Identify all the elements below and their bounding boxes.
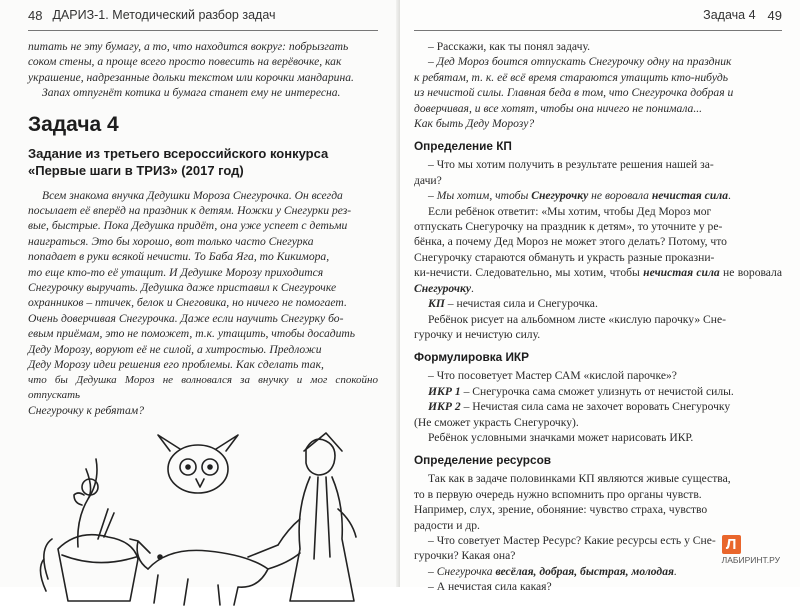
intro-line: соком стены, а проще всего просто повесить на верёвочке, как [28, 55, 342, 69]
intro-line: украшение, надрезанные дольки текстом или корочки мандарина. [28, 70, 354, 84]
header-rule-right [414, 30, 782, 31]
kp-heading: Определение КП [414, 139, 512, 154]
dialog-line: из нечистой силы. Главная беда в том, что Снегурочка добрая и [414, 86, 734, 100]
kp-line: Если ребёнок ответит: «Мы хотим, чтобы Дед Мороз мог [428, 204, 712, 218]
story-line: посылает её вперёд на праздник к детям. Ножки у Снегурки рез- [28, 204, 352, 218]
page-number-left: 48 [28, 7, 43, 23]
story-line: Снегурочку выручать. Дедушка даже приставил к Снегурочке [28, 281, 337, 295]
running-head-left: ДАРИЗ-1. Методический разбор задач [52, 8, 276, 22]
dialog-line: доверчивая, и все хотят, чтобы она ничего не понимала... [414, 101, 703, 115]
dialog-line: – Дед Мороз боится отпускать Снегурочку одну на праздник [428, 55, 732, 69]
header-rule-left [28, 30, 378, 31]
resources-question: – Что советует Мастер Ресурс? Какие ресурсы есть у Сне- [428, 533, 716, 547]
watermark [722, 535, 780, 565]
story-line: евым приёмам, это не поможет, т.к. утащить, чтобы досадить [28, 327, 356, 341]
story-line: Деду Морозу идеи решения его проблемы. Как сделать так, [28, 358, 324, 372]
story-line: вые, быстрые. Пока Дедушка придёт, она уже успеет с детьми [28, 219, 348, 233]
story-line: Деду Морозу, воруют её не силой, а хитростью. Предложи [28, 342, 322, 356]
running-head-right: Задача 4 [703, 8, 756, 22]
dialog-line: Как быть Деду Морозу? [414, 117, 535, 131]
kp-line: бёнка, а почему Дед Мороз не может этого делать? Потому, что [414, 235, 727, 249]
task-heading: Задача 4 [28, 112, 119, 136]
kp-line: Снегурочку стараются обмануть и украсть разные проказни- [414, 250, 715, 264]
kp-question: – Что мы хотим получить в результате решения нашей за- [428, 158, 714, 172]
kp-draw-cont: гурочку и нечистую силу. [414, 327, 541, 341]
task-story [28, 188, 378, 419]
kp-line: отпускать Снегурочку на праздник к детям», то уточните у ре- [414, 220, 723, 234]
resources-heading: Определение ресурсов [414, 453, 552, 468]
task-subheading: Задание из третьего всероссийского конкурса «Первые шаги в ТРИЗ» (2017 год) [28, 145, 329, 178]
intro-line: питать не эту бумагу, а то, что находится вокруг: побрызгать [28, 40, 349, 53]
story-line: Очень доверчивая Снегурочка. Даже если научить Снегурку бо- [28, 311, 344, 325]
resources-question-2: – А нечистая сила какая? [428, 580, 552, 594]
kp-draw: Ребёнок рисует на альбомном листе «кислую парочку» Сне- [428, 312, 727, 326]
dialog-line: к ребятам, т. к. её всё время стараются утащить кто-нибудь [414, 70, 729, 84]
ikr-note: Ребёнок условными значками может нарисовать ИКР. [428, 430, 694, 444]
resources-line: то в первую очередь нужно вспомнить про органы чувств. [414, 487, 702, 501]
ikr-heading: Формулировка ИКР [414, 350, 530, 365]
resources-line: Например, слух, зрение, обоняние: чувство страха, чувство [414, 503, 708, 517]
story-line: Всем знакома внучка Дедушки Мороза Снегурочка. Он всегда [42, 188, 343, 202]
story-line: то еще кто-то её утащит. И Дедушке Морозу приходится [28, 265, 324, 279]
resources-line: радости и др. [414, 518, 480, 532]
kp-question-cont: дачи? [414, 173, 442, 187]
right-page [400, 0, 800, 594]
story-line: что бы Дедушка Мороз не волновался за внучку и мог спокойно отпускать [28, 373, 378, 401]
labirint-logo-icon: Л [722, 535, 741, 554]
kp-answer: – Мы хотим, чтобы Снегурочку не воровала нечистая сила. [428, 189, 731, 203]
dialog-line: – Расскажи, как ты понял задачу. [428, 40, 590, 53]
story-line: наиграться. Это бы хорошо, вот только часто Снегурка [28, 234, 314, 248]
story-line: охранников – птичек, белок и Снеговика, но ничего не помогает. [28, 296, 347, 310]
story-line: попадает в руки всякой нечисти. То Баба Яга, то Кикимора, [28, 250, 330, 264]
right-page-header [414, 0, 782, 30]
dialog-top [414, 39, 782, 131]
left-page-header [28, 0, 378, 30]
resources-question-cont: гурочки? Какая она? [414, 549, 516, 563]
resources-answer: – Снегурочка весёлая, добрая, быстрая, молодая. [428, 564, 677, 578]
ikr-question: – Что посоветует Мастер САМ «кислой парочке»? [428, 369, 677, 383]
kp-definition: КП – нечистая сила и Снегурочка. [428, 297, 598, 311]
page-number-right: 49 [767, 7, 782, 23]
ikr-1: ИКР 1 – Снегурочка сама сможет улизнуть от нечистой силы. [428, 384, 734, 398]
snegurochka-illustration [38, 429, 368, 607]
story-line: Снегурочку к ребятам? [28, 404, 144, 418]
watermark-text: ЛАБИРИНТ.РУ [721, 555, 780, 565]
resources-line: Так как в задаче половинками КП являются живые существа, [428, 472, 731, 486]
intro-paragraph [28, 39, 378, 101]
ikr-2: ИКР 2 – Нечистая сила сама не захочет воровать Снегурочку [428, 400, 731, 414]
intro-line: Запах отпугнёт котика и бумага станет ему не интересна. [42, 86, 341, 100]
kp-line: ки-нечисти. Следовательно, мы хотим, чтобы нечистая сила не воровала Снегурочку. [414, 266, 782, 295]
ikr-2-cont: (Не сможет украсть Снегурочку). [414, 415, 579, 429]
left-page [0, 0, 400, 587]
